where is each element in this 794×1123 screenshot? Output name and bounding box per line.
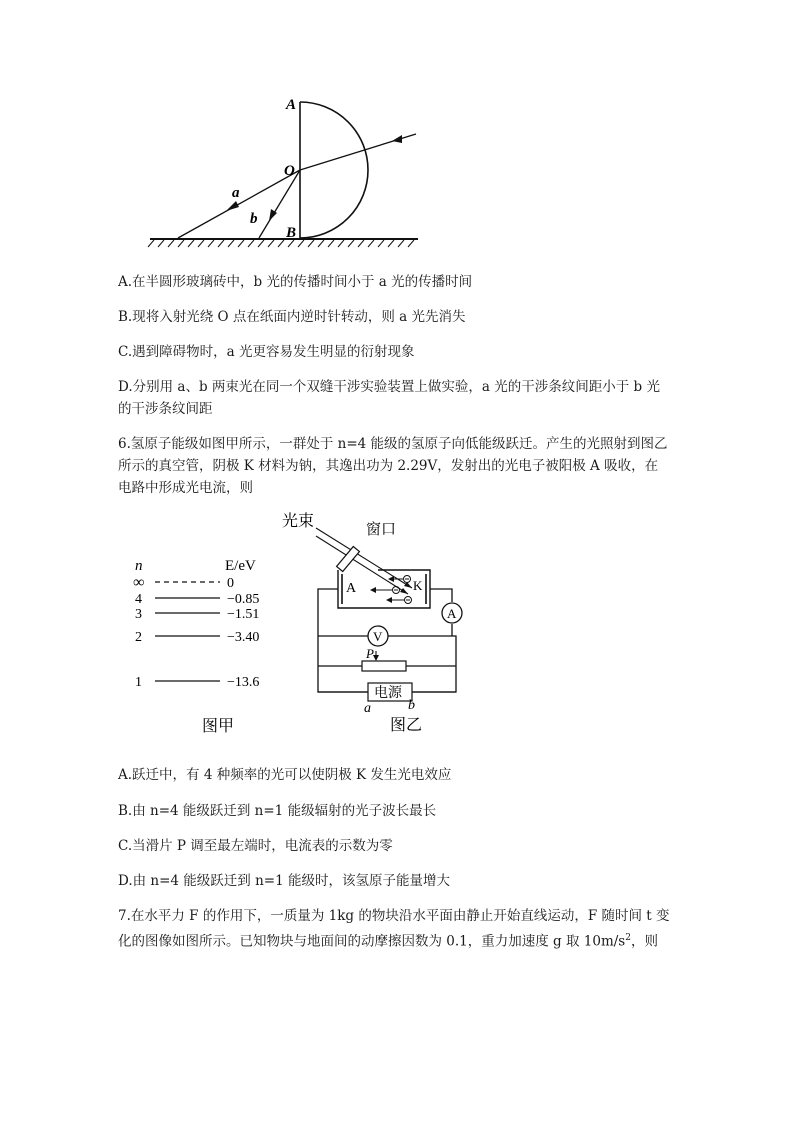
q5-option-c: C.遇到障碍物时，a 光更容易发生明显的衍射现象 [118, 344, 415, 360]
caption-jia: 图甲 [202, 718, 235, 735]
q7-line2-end: ，则 [630, 933, 658, 950]
level-e-2: −3.40 [227, 630, 260, 645]
level-n-inf: ∞ [133, 574, 145, 591]
ammeter-label: A [447, 606, 457, 621]
voltmeter-label: V [373, 629, 383, 644]
label-a: a [232, 185, 240, 201]
terminal-a-label: a [364, 701, 371, 716]
n-header: n [135, 558, 143, 574]
q6-option-d: D.由 n=4 能级跃迁到 n=1 能级时，该氢原子能量增大 [118, 873, 450, 889]
anode-label: A [346, 581, 357, 596]
q5-option-a: A.在半圆形玻璃砖中，b 光的传播时间小于 a 光的传播时间 [118, 274, 473, 290]
power-source-label: 电源 [374, 686, 402, 701]
energy-level-diagram [125, 556, 295, 736]
label-B: B [286, 225, 297, 241]
terminal-b-label: b [408, 698, 415, 713]
light-beam-label: 光束 [282, 513, 315, 530]
e-header: E/eV [225, 558, 256, 574]
q7-line2-text: 化的图像如图所示。已知物块与地面间的动摩擦因数为 0.1，重力加速度 g 取 10m/s [118, 933, 626, 950]
label-b: b [250, 211, 258, 227]
q7-line2 [118, 927, 658, 953]
cathode-label: K [413, 578, 423, 593]
level-e-1: −13.6 [227, 675, 260, 690]
q5-option-d-line2: 的干涉条纹间距 [118, 401, 213, 417]
label-A: A [286, 97, 297, 113]
q6-option-b: B.由 n=4 能级跃迁到 n=1 能级辐射的光子波长最长 [118, 803, 437, 819]
q6-stem-line1: 6.氢原子能级如图甲所示，一群处于 n=4 能级的氢原子向低能级跃迁。产生的光照射到图乙 [118, 436, 668, 452]
caption-yi: 图乙 [390, 717, 423, 734]
level-e-3: −1.51 [227, 607, 260, 622]
level-e-4: −0.85 [227, 592, 260, 607]
q6-stem-line2: 所示的真空管，阴极 K 材料为钠，其逸出功为 2.29V，发射出的光电子被阳极 A 吸收，在 [118, 458, 659, 474]
q5-option-b: B.现将入射光绕 O 点在纸面内逆时针转动，则 a 光先消失 [118, 309, 466, 325]
level-n-4: 4 [135, 592, 142, 607]
q6-option-c: C.当滑片 P 调至最左端时，电流表的示数为零 [118, 838, 393, 854]
q6-stem-line3: 电路中形成光电流，则 [118, 480, 253, 496]
slider-label: P [366, 646, 374, 661]
q7-exponent: 2 [625, 933, 631, 943]
photoelectric-circuit-diagram [280, 506, 480, 742]
level-e-inf: 0 [227, 576, 234, 591]
level-n-3: 3 [135, 607, 142, 622]
q7-line1: 7.在水平力 F 的作用下，一质量为 1kg 的物块沿水平面由静止开始直线运动，F 随时间 t 变 [118, 908, 670, 924]
q5-option-d-line1: D.分别用 a、b 两束光在同一个双缝干涉实验装置上做实验，a 光的干涉条纹间距小于 b 光 [118, 379, 660, 395]
level-n-2: 2 [135, 630, 142, 645]
q6-option-a: A.跃迁中，有 4 种频率的光可以使阴极 K 发生光电效应 [118, 767, 452, 783]
level-n-1: 1 [135, 675, 142, 690]
semicircle-glass-figure [140, 88, 430, 248]
label-O: O [284, 163, 295, 179]
window-label: 窗口 [366, 522, 397, 538]
